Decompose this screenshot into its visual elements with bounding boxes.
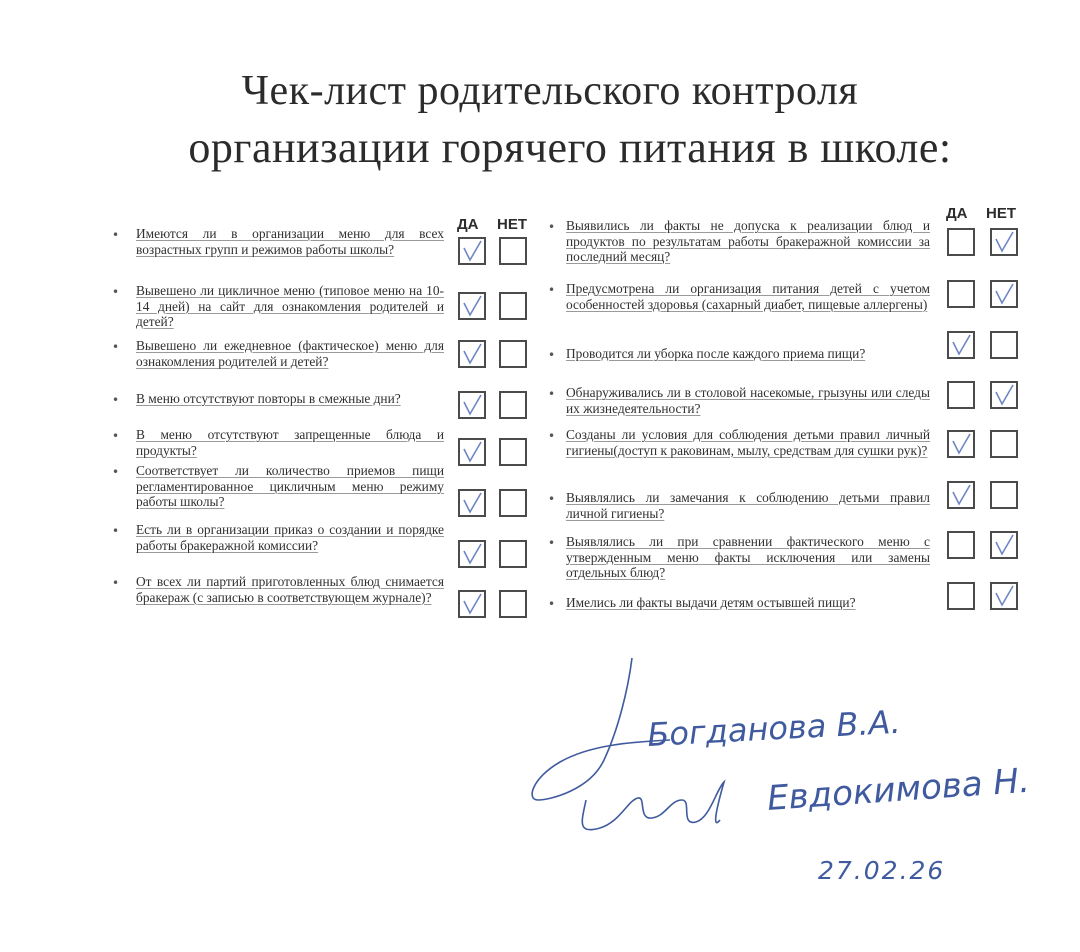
right-item-checkbox-yes[interactable]: [947, 280, 975, 308]
left-item-bullet: •: [112, 340, 120, 354]
right-item-checkbox-yes[interactable]: [947, 381, 975, 409]
right-item-checkbox-yes[interactable]: [947, 582, 975, 610]
left-item-question: Вывешено ли цикличное меню (типовое меню на 10-14 дней) на сайт для ознакомления родителей и детей?: [136, 283, 444, 329]
left-item-bullet: •: [112, 465, 120, 479]
right-item-bullet: •: [548, 348, 556, 362]
right-item-checkbox-yes[interactable]: [947, 430, 975, 458]
left-header-yes: ДА: [457, 216, 479, 233]
left-item-checkbox-no[interactable]: [499, 237, 527, 265]
signatures: [520, 650, 1060, 910]
left-item-question: Есть ли в организации приказ о создании и порядке работы бракеражной комиссии?: [136, 522, 444, 553]
signature-scribble-2: [582, 782, 724, 830]
right-item-question: Созданы ли условия для соблюдения детьми правил личный гигиены(доступ к раковинам, мылу, средствам для сушки рук)?: [566, 427, 930, 458]
right-item-checkbox-no[interactable]: [990, 531, 1018, 559]
right-item-checkbox-no[interactable]: [990, 280, 1018, 308]
right-header-no: НЕТ: [986, 205, 1016, 222]
right-item-question: Предусмотрена ли организация питания детей с учетом особенностей здоровья (сахарный диабет, пищевые аллергены): [566, 281, 930, 312]
right-item-bullet: •: [548, 429, 556, 443]
right-item-bullet: •: [548, 220, 556, 234]
left-item-bullet: •: [112, 429, 120, 443]
right-item-question: Проводится ли уборка после каждого приема пищи?: [566, 346, 866, 361]
left-item-question: Имеются ли в организации меню для всех возрастных групп и режимов работы школы?: [136, 226, 444, 257]
left-item-question: В меню отсутствуют запрещенные блюда и продукты?: [136, 427, 444, 458]
left-item-checkbox-no[interactable]: [499, 489, 527, 517]
right-item-question: Выявлялись ли при сравнении фактического меню с утвержденным меню факты исключения или замены отдельных блюд?: [566, 534, 930, 580]
right-item-bullet: •: [548, 387, 556, 401]
left-item-question: Соответствует ли количество приемов пищи регламентированное цикличным меню режиму работы школы?: [136, 463, 444, 509]
right-item-checkbox-no[interactable]: [990, 481, 1018, 509]
right-header-yes: ДА: [946, 205, 968, 222]
left-item-question: От всех ли партий приготовленных блюд снимается бракераж (с записью в соответствующем журнале)?: [136, 574, 444, 605]
left-item-checkbox-yes[interactable]: [458, 391, 486, 419]
right-item-checkbox-no[interactable]: [990, 430, 1018, 458]
left-item-bullet: •: [112, 285, 120, 299]
left-item-checkbox-yes[interactable]: [458, 489, 486, 517]
right-item-checkbox-no[interactable]: [990, 228, 1018, 256]
left-item-checkbox-no[interactable]: [499, 340, 527, 368]
left-item-checkbox-yes[interactable]: [458, 292, 486, 320]
left-item-checkbox-yes[interactable]: [458, 540, 486, 568]
right-item-bullet: •: [548, 536, 556, 550]
right-item-checkbox-yes[interactable]: [947, 228, 975, 256]
left-item-checkbox-no[interactable]: [499, 540, 527, 568]
right-item-checkbox-no[interactable]: [990, 582, 1018, 610]
signature-date: 27.02.26: [818, 856, 946, 885]
right-item-question: Выявлялись ли замечания к соблюдению детьми правил личной гигиены?: [566, 490, 930, 521]
right-item-question: Имелись ли факты выдачи детям остывшей пищи?: [566, 595, 856, 610]
checklist-title-line-2: организации горячего питания в школе:: [188, 123, 952, 172]
right-item-question: Выявились ли факты не допуска к реализации блюд и продуктов по результатам работы бракеражной комиссии за последний месяц?: [566, 218, 930, 264]
right-item-bullet: •: [548, 283, 556, 297]
signature-name-2: Евдокимова Н.: [765, 760, 1031, 819]
right-item-checkbox-yes[interactable]: [947, 331, 975, 359]
right-item-bullet: •: [548, 492, 556, 506]
right-item-checkbox-no[interactable]: [990, 331, 1018, 359]
left-item-checkbox-no[interactable]: [499, 438, 527, 466]
left-item-bullet: •: [112, 524, 120, 538]
left-item-checkbox-no[interactable]: [499, 590, 527, 618]
right-item-bullet: •: [548, 597, 556, 611]
signature-name-1: Богданова В.А.: [646, 702, 902, 754]
right-item-checkbox-yes[interactable]: [947, 481, 975, 509]
left-item-checkbox-yes[interactable]: [458, 237, 486, 265]
left-item-checkbox-yes[interactable]: [458, 590, 486, 618]
right-item-checkbox-yes[interactable]: [947, 531, 975, 559]
left-item-question: В меню отсутствуют повторы в смежные дни?: [136, 391, 401, 406]
left-item-bullet: •: [112, 228, 120, 242]
right-item-checkbox-no[interactable]: [990, 381, 1018, 409]
left-header-no: НЕТ: [497, 216, 527, 233]
left-item-checkbox-yes[interactable]: [458, 340, 486, 368]
left-item-checkbox-no[interactable]: [499, 391, 527, 419]
checklist-title-line-1: Чек-лист родительского контроля: [241, 68, 859, 114]
left-item-bullet: •: [112, 393, 120, 407]
left-item-bullet: •: [112, 576, 120, 590]
left-item-question: Вывешено ли ежедневное (фактическое) меню для ознакомления родителей и детей?: [136, 338, 444, 369]
left-item-checkbox-yes[interactable]: [458, 438, 486, 466]
right-item-question: Обнаруживались ли в столовой насекомые, грызуны или следы их жизнедеятельности?: [566, 385, 930, 416]
left-item-checkbox-no[interactable]: [499, 292, 527, 320]
